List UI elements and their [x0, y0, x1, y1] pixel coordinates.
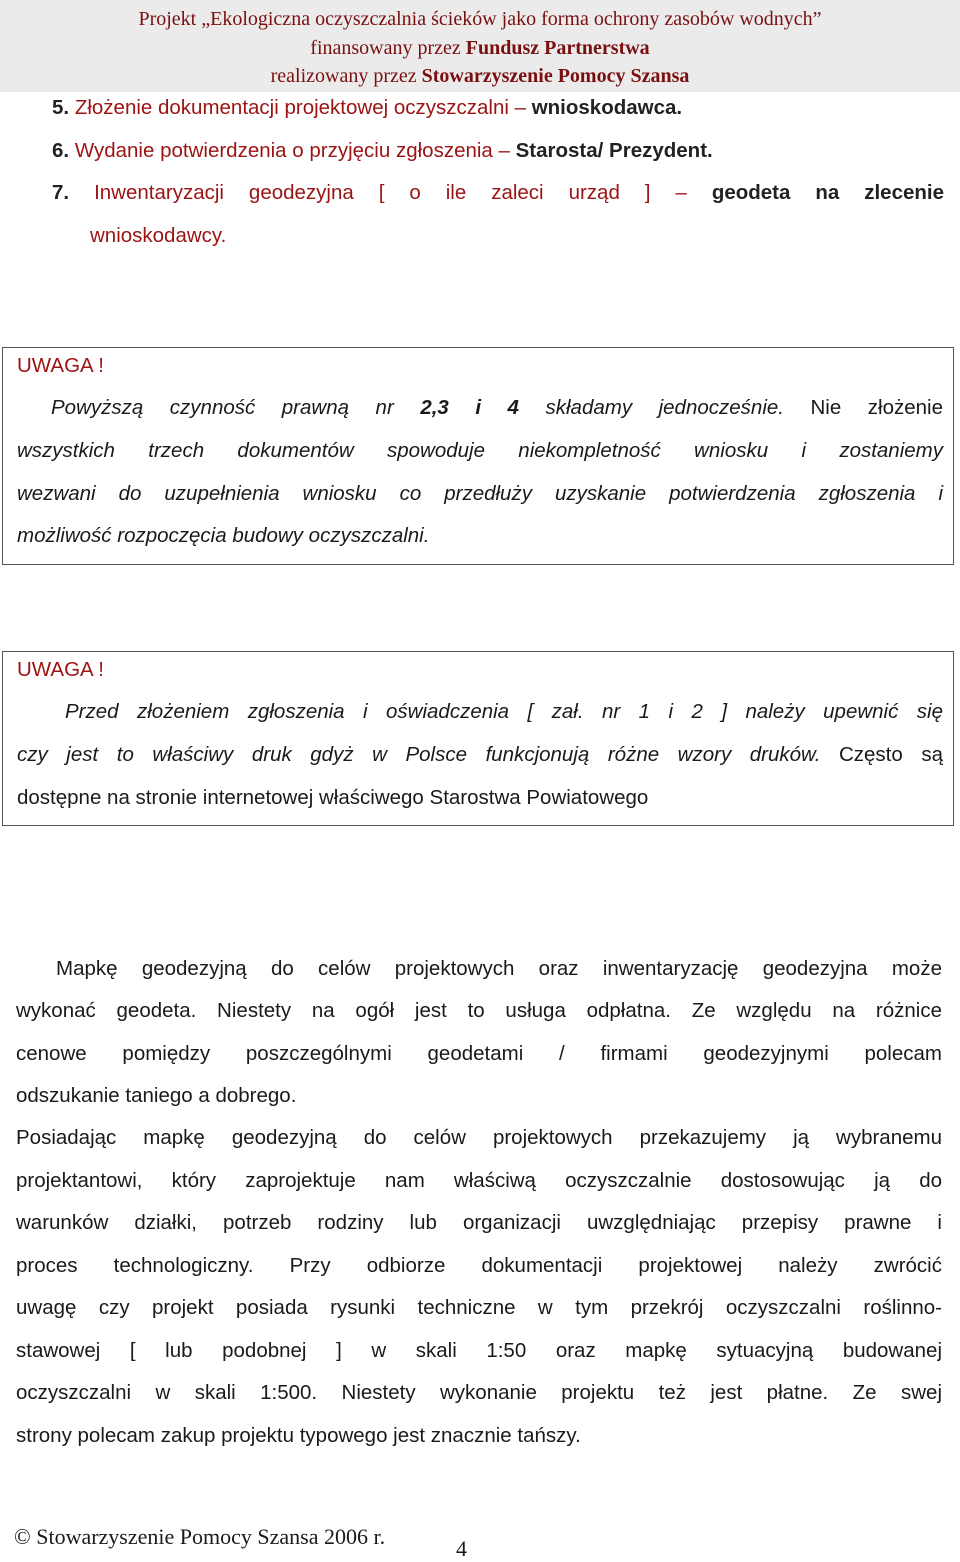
- paragraph-line: uwagę czy projekt posiada rysunki techniczne w tym przekrój oczyszczalni roślinno-: [16, 1296, 942, 1319]
- notice-heading: UWAGA !: [17, 354, 104, 377]
- list-item-5: 5. Złożenie dokumentacji projektowej oczyszczalni – wnioskodawca.: [52, 96, 683, 119]
- notice-line: wszystkich trzech dokumentów spowoduje niekompletność wniosku i zostaniemy: [17, 439, 943, 462]
- notice-line: dostępne na stronie internetowej właściwego Starostwa Powiatowego: [17, 786, 649, 809]
- header-implemented-by: realizowany przez Stowarzyszenie Pomocy Szansa: [270, 65, 690, 87]
- paragraph-line: Posiadając mapkę geodezyjną do celów projektowych przekazujemy ją wybranemu: [16, 1126, 942, 1149]
- list-item-7: 7. Inwentaryzacji geodezyjna [ o ile zaleci urząd ] – geodeta na zlecenie: [52, 181, 945, 204]
- paragraph-line: strony polecam zakup projektu typowego jest znacznie tańszy.: [16, 1424, 581, 1447]
- header-funded-by: finansowany przez Fundusz Partnerstwa: [310, 37, 650, 59]
- header-project-title: Projekt „Ekologiczna oczyszczalnia ścieków jako forma ochrony zasobów wodnych”: [138, 8, 822, 30]
- notice-line: czy jest to właściwy druk gdyż w Polsce funkcjonują różne wzory druków. Często są: [17, 743, 943, 766]
- notice-line: wezwani do uzupełnienia wniosku co przedłuży uzyskanie potwierdzenia zgłoszenia i: [17, 482, 943, 505]
- notice-box-2: [2, 651, 954, 826]
- paragraph-line: stawowej [ lub podobnej ] w skali 1:50 oraz mapkę sytuacyjną budowanej: [16, 1339, 942, 1362]
- paragraph-line: oczyszczalni w skali 1:500. Niestety wykonanie projektu też jest płatne. Ze swej: [16, 1381, 942, 1404]
- paragraph-line: wykonać geodeta. Niestety na ogół jest to usługa odpłatna. Ze względu na różnice: [16, 999, 942, 1022]
- page-header: [0, 0, 960, 92]
- notice-line: Powyższą czynność prawną nr 2,3 i 4 składamy jednocześnie. Nie złożenie: [51, 396, 943, 419]
- paragraph-line: projektantowi, który zaprojektuje nam właściwą oczyszczalnie dostosowując ją do: [16, 1169, 942, 1192]
- list-item-6: 6. Wydanie potwierdzenia o przyjęciu zgłoszenia – Starosta/ Prezydent.: [52, 139, 713, 162]
- paragraph-line: proces technologiczny. Przy odbiorze dokumentacji projektowej należy zwrócić: [16, 1254, 942, 1277]
- paragraph-line: Mapkę geodezyjną do celów projektowych oraz inwentaryzację geodezyjna może: [56, 957, 942, 980]
- paragraph-line: cenowe pomiędzy poszczególnymi geodetami / firmami geodezyjnymi polecam: [16, 1042, 942, 1065]
- notice-line: możliwość rozpoczęcia budowy oczyszczalni.: [17, 524, 430, 547]
- notice-box-1: [2, 347, 954, 565]
- list-item-7-continuation: wnioskodawcy.: [90, 224, 227, 247]
- notice-line: Przed złożeniem zgłoszenia i oświadczenia [ zał. nr 1 i 2 ] należy upewnić się: [65, 700, 943, 723]
- paragraph-line: warunków działki, potrzeb rodziny lub organizacji uwzględniając przepisy prawne i: [16, 1211, 942, 1234]
- notice-heading: UWAGA !: [17, 658, 104, 681]
- page-number: 4: [456, 1536, 467, 1561]
- paragraph-line: odszukanie taniego a dobrego.: [16, 1084, 297, 1107]
- footer-copyright: © Stowarzyszenie Pomocy Szansa 2006 r.: [14, 1524, 386, 1549]
